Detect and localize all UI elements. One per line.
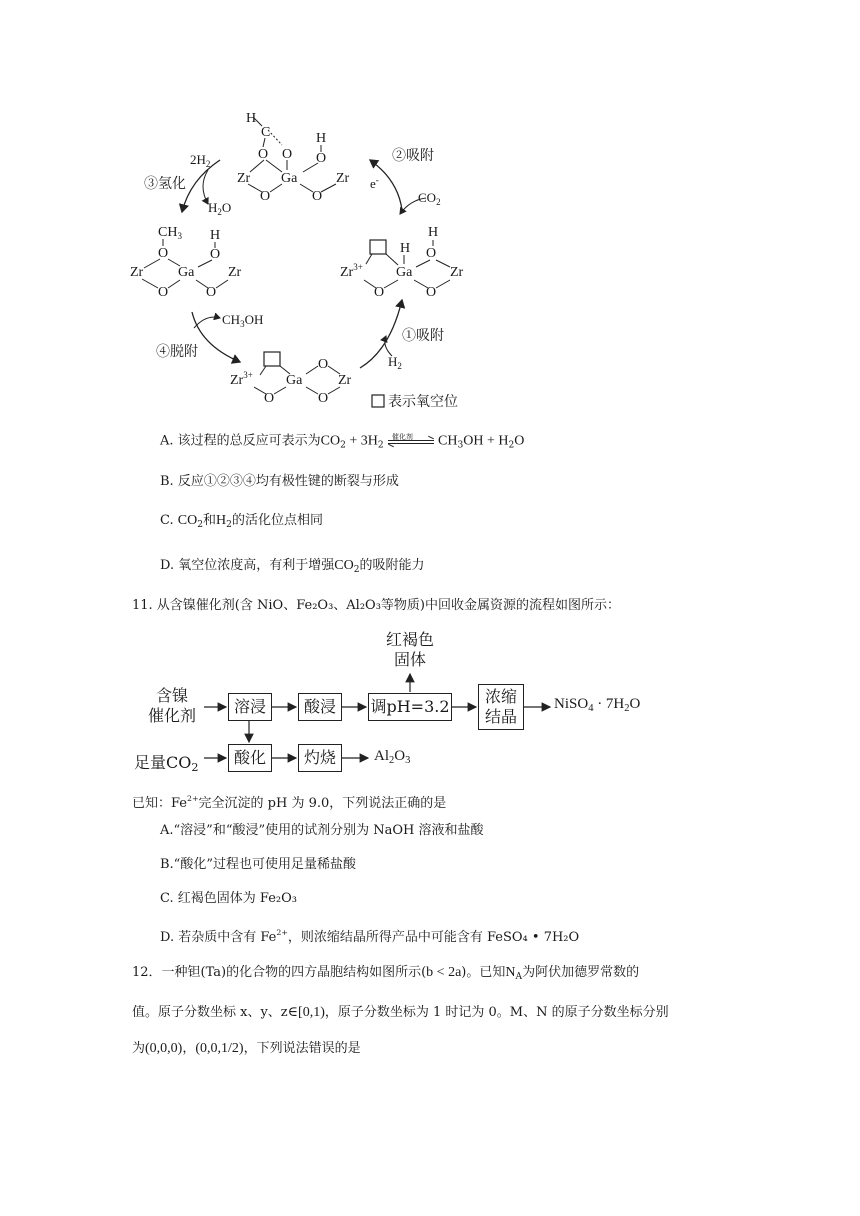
product-label: NiSO$_4$ · $7H_2O$ (554, 696, 641, 714)
option-a: A. 该过程的总反应可表示为$CO_2 + 3H_2$ 催化剂 $CH_3OH + H_2O$ (160, 433, 525, 451)
svg-text:O: O (158, 285, 169, 300)
svg-text:Zr3+: $Zr^{3+}$ (340, 262, 363, 280)
option-d: D. 氧空位浓度高，有利于增强$CO_2$的吸附能力 (160, 558, 425, 575)
excess-co2-label: 足量$CO_2$ (134, 753, 199, 774)
svg-text:O: O (210, 247, 221, 262)
right-intermediate (340, 225, 464, 300)
box-dissolve: 溶浸 (228, 693, 272, 721)
svg-text:Ga: Ga (178, 265, 195, 280)
q11-option-d: D. 若杂质中含有 $Fe^{2+}$，则浓缩结晶所得产品中可能含有 FeSO₄ • 7H₂O (160, 928, 580, 945)
svg-text:Zr: Zr (336, 171, 350, 186)
feed-label: 含镍 催化剂 (148, 686, 197, 725)
svg-text:O: O (374, 285, 385, 300)
al2o3-label: $Al_2O_3$ (374, 748, 411, 766)
step2-label: ②吸附 (392, 149, 434, 164)
step3-label: ③氢化 (144, 177, 186, 192)
box-acid-leach: 酸浸 (298, 693, 342, 721)
svg-text:Zr3+: $Zr^{3+}$ (230, 370, 253, 388)
flow-arrows (130, 630, 660, 775)
svg-text:O: O (426, 246, 437, 261)
q11-known: 已知：$Fe^{2+}$完全沉淀的 pH 为 9.0，下列说法正确的是 (132, 794, 447, 811)
q11-option-b: B.“酸化”过程也可使用足量稀盐酸 (160, 857, 356, 872)
q12-line3: 为(0,0,0)，(0,0,1/2)，下列说法错误的是 (132, 1041, 361, 1056)
svg-text:O: O (318, 391, 329, 406)
svg-text:Zr: Zr (130, 265, 144, 280)
step4-label: ④脱附 (156, 345, 198, 360)
svg-text:O: O (264, 391, 275, 406)
box-concentrate: 浓缩 结晶 (478, 684, 524, 730)
svg-text:CH3: $CH_3$ (158, 225, 182, 241)
q11-option-a: A.“溶浸”和“酸浸”使用的试剂分别为 NaOH 溶液和盐酸 (160, 823, 484, 838)
q11-option-c: C. 红褐色固体为 Fe₂O₃ (160, 891, 297, 906)
step1-label: ①吸附 (402, 329, 444, 344)
svg-text:Ga: Ga (286, 373, 303, 388)
svg-text:Zr: Zr (237, 171, 251, 186)
svg-text:Ga: Ga (281, 171, 298, 186)
q11-stem: 11. 从含镍催化剂(含 NiO、Fe₂O₃、Al₂O₃等物质)中回收金属资源的流程如图所示： (132, 598, 620, 613)
svg-text:O: O (426, 285, 437, 300)
svg-text:O: O (316, 151, 327, 166)
svg-text:O: O (318, 357, 329, 372)
svg-text:H: H (316, 131, 327, 146)
q12-line2: 值。原子分数坐标 x、y、z∈[0,1)，原子分数坐标为 1 时记为 0。M、N 的原子分数坐标分别 (132, 1005, 669, 1020)
svg-text:Zr: Zr (228, 265, 242, 280)
option-c: C. $CO_2$和$H_2$的活化位点相同 (160, 513, 323, 530)
oxygen-vacancy-legend-square (372, 395, 384, 407)
svg-text:H: H (400, 241, 411, 256)
catalytic-cycle-diagram (120, 100, 480, 420)
left-intermediate (130, 225, 242, 300)
legend-text: 表示氧空位 (388, 395, 458, 410)
svg-text:H2O: $H_2O$ (208, 200, 232, 217)
box-calcine: 灼烧 (298, 744, 342, 772)
svg-text:O: O (258, 147, 269, 162)
q12-line1: 12．一种钽(Ta)的化合物的四方晶胞结构如图所示(b < 2a)。已知$N_A$为阿伏加德罗常数的 (132, 965, 640, 982)
svg-text:O: O (206, 285, 217, 300)
red-solid-label: 红褐色 固体 (385, 630, 434, 669)
box-acidify: 酸化 (228, 744, 272, 772)
svg-text:CH3OH: $CH_3OH$ (222, 312, 264, 329)
svg-text:H: H (246, 111, 257, 126)
svg-text:e-: e- (370, 175, 379, 191)
svg-text:H: H (210, 228, 221, 243)
option-b: B. 反应①②③④均有极性键的断裂与形成 (160, 474, 399, 489)
svg-text:O: O (158, 246, 169, 261)
bottom-intermediate (230, 352, 352, 406)
svg-text:H2: $H_2$ (388, 354, 402, 371)
svg-text:O: O (282, 147, 293, 162)
svg-text:C: C (261, 125, 271, 140)
svg-text:Zr: Zr (450, 265, 464, 280)
box-adjust-ph: 调pH=3.2 (368, 693, 452, 721)
svg-text:Ga: Ga (396, 265, 413, 280)
top-intermediate (237, 111, 350, 204)
svg-text:2H2: $2H_2$ (190, 152, 211, 169)
svg-text:H: H (428, 225, 439, 240)
svg-text:Zr: Zr (338, 373, 352, 388)
svg-text:O: O (260, 189, 271, 204)
q11-flowchart (130, 630, 660, 775)
svg-text:CO2: $CO_2$ (418, 190, 441, 207)
svg-text:O: O (312, 189, 323, 204)
